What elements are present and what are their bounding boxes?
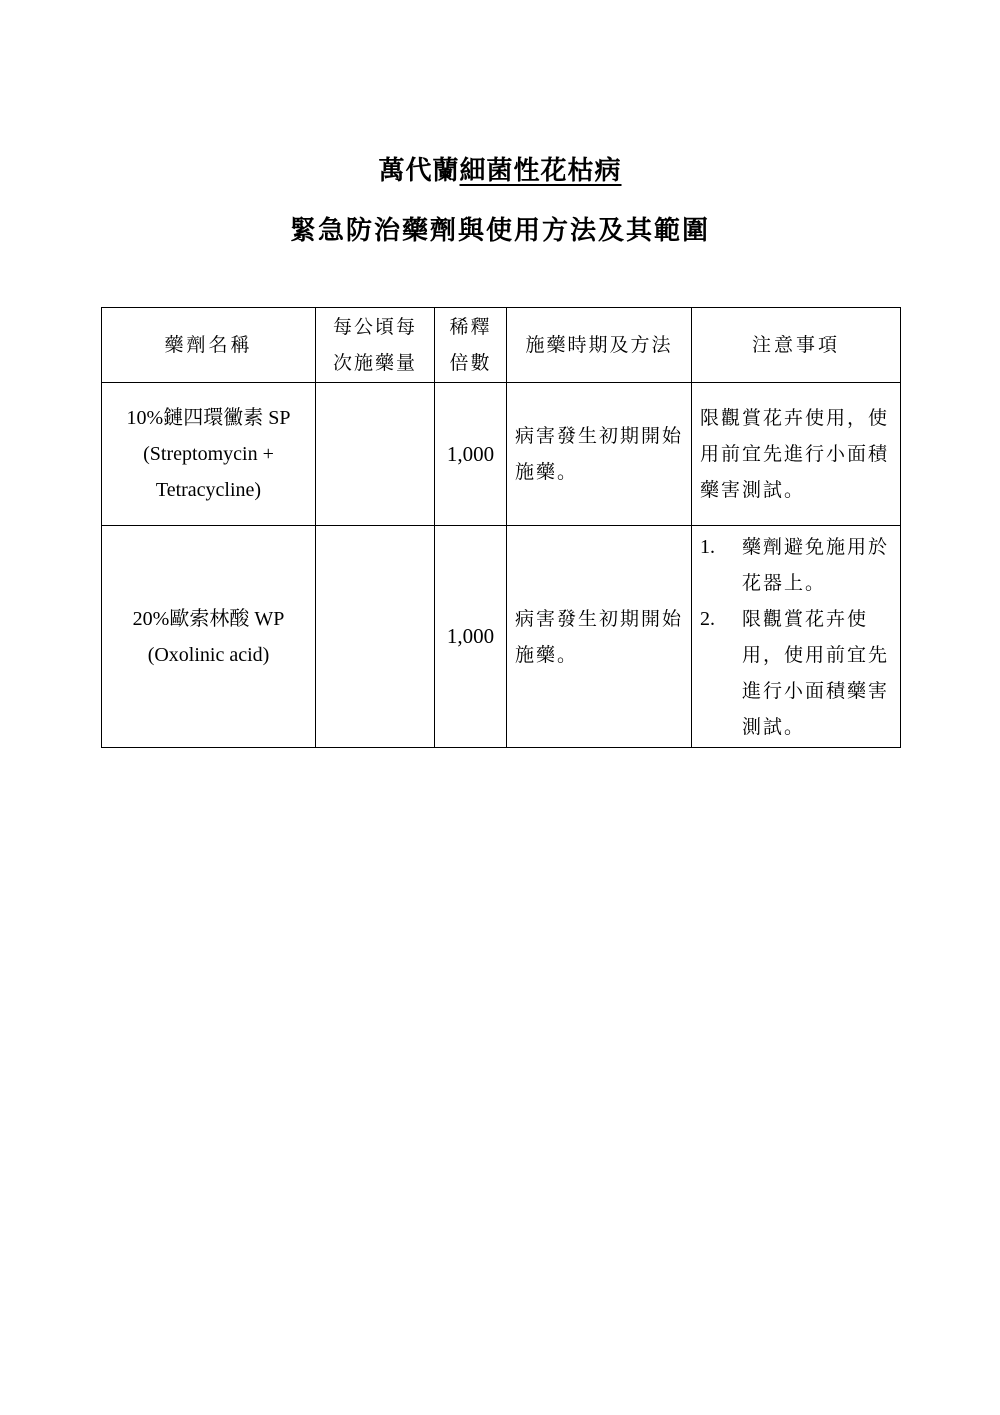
row2-name [102, 526, 316, 748]
row2-name-line1: 20%歐索林酸 WP [132, 607, 285, 630]
note-text: 限觀賞花卉使用，使用前宜先進行小面積藥害測試。 [742, 607, 890, 738]
header-timing: 施藥時期及方法 [507, 308, 692, 383]
list-item [700, 529, 892, 601]
row1-dilution [435, 383, 507, 526]
row1-name-line3: Tetracycline) [155, 479, 262, 501]
row1-name-line2: (Streptomycin + [143, 443, 274, 465]
header-dilution-line2: 倍數 [449, 352, 492, 374]
note-number: 2. [700, 607, 715, 630]
header-amount-line2: 次施藥量 [332, 352, 417, 374]
notes-list [700, 529, 892, 745]
note-text: 藥劑避免施用於花器上。 [742, 535, 890, 594]
table-row [102, 526, 901, 748]
header-dilution-line1: 稀釋 [449, 316, 492, 338]
page-title [0, 150, 1000, 187]
row2-dilution [435, 526, 507, 748]
row2-dilution-value: 1,000 [446, 624, 495, 648]
table-header-row [102, 308, 901, 383]
table-row [102, 383, 901, 526]
row1-timing: 病害發生初期開始施藥。 [507, 383, 692, 526]
header-name: 藥劑名稱 [102, 308, 316, 383]
row1-name-line1: 10%鏈四環黴素 SP [126, 407, 291, 429]
row2-name-line2: (Oxolinic acid) [147, 643, 270, 666]
row1-name [102, 383, 316, 526]
list-item [700, 601, 892, 745]
header-dilution [435, 308, 507, 383]
header-amount [316, 308, 435, 383]
title-underlined: 細菌性花枯病 [459, 156, 622, 186]
row1-amount [316, 383, 435, 526]
pesticide-table [101, 307, 901, 748]
header-notes: 注意事項 [692, 308, 901, 383]
header-amount-line1: 每公頃每 [332, 316, 417, 338]
note-number: 1. [700, 535, 715, 558]
title-plain: 萬代蘭 [378, 156, 460, 186]
row1-notes: 限觀賞花卉使用，使用前宜先進行小面積藥害測試。 [692, 383, 901, 526]
row2-notes [692, 526, 901, 748]
row2-timing: 病害發生初期開始施藥。 [507, 526, 692, 748]
page-subtitle: 緊急防治藥劑與使用方法及其範圍 [289, 216, 710, 246]
row2-amount [316, 526, 435, 748]
row1-dilution-value: 1,000 [446, 441, 495, 466]
